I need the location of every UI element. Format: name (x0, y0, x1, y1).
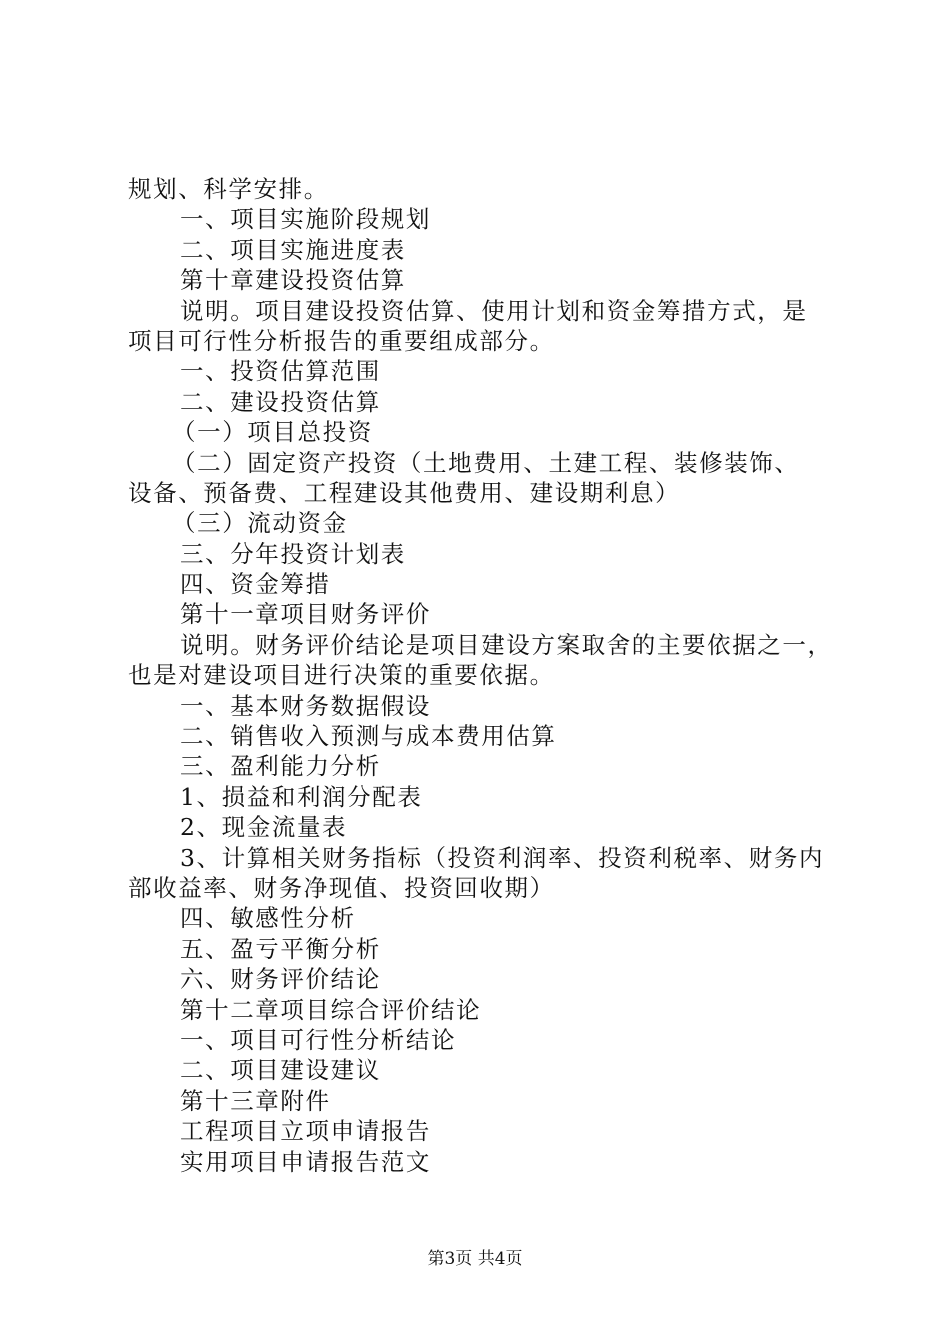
text-line: 五、盈亏平衡分析 (180, 934, 381, 963)
text-line: 说明。财务评价结论是项目建设方案取舍的主要依据之一， (180, 630, 833, 659)
text-line: 二、建设投资估算 (180, 387, 381, 416)
text-line: 一、项目实施阶段规划 (180, 205, 431, 234)
text-line: 第十二章项目综合评价结论 (180, 995, 482, 1024)
text-line: 工程项目立项申请报告 (180, 1117, 431, 1146)
text-line: 第十章建设投资估算 (180, 266, 406, 295)
text-line: 2、现金流量表 (180, 813, 348, 842)
text-line: 也是对建设项目进行决策的重要依据。 (128, 661, 555, 690)
text-line: 设备、预备费、工程建设其他费用、建设期利息） (128, 478, 681, 507)
text-line: 一、项目可行性分析结论 (180, 1025, 457, 1054)
text-line: 实用项目申请报告范文 (180, 1147, 431, 1176)
page-number-label: 第3页 共4页 (427, 1249, 523, 1269)
text-line: 1、损益和利润分配表 (180, 782, 423, 811)
text-line: 六、财务评价结论 (180, 965, 381, 994)
text-line: 部收益率、财务净现值、投资回收期） (128, 873, 555, 902)
text-line: 四、资金筹措 (180, 570, 331, 599)
text-line: 3、计算相关财务指标（投资利润率、投资利税率、财务内 (180, 843, 825, 872)
text-line: 二、项目实施进度表 (180, 235, 406, 264)
text-line: 一、基本财务数据假设 (180, 691, 431, 720)
text-line: 第十一章项目财务评价 (180, 600, 431, 629)
text-line: 第十三章附件 (180, 1086, 331, 1115)
text-line: 项目可行性分析报告的重要组成部分。 (128, 326, 555, 355)
text-line: 规划、科学安排。 (128, 175, 329, 203)
page-footer (0, 1244, 950, 1269)
document-body (128, 174, 838, 1177)
text-line: 四、敏感性分析 (180, 904, 356, 933)
text-line: 三、分年投资计划表 (180, 539, 406, 568)
text-line: （二）固定资产投资（土地费用、土建工程、装修装饰、 (172, 448, 800, 477)
text-line: 说明。项目建设投资估算、使用计划和资金筹措方式，是 (180, 296, 808, 325)
text-line: （一）项目总投资 (172, 418, 373, 447)
text-line: 一、投资估算范围 (180, 357, 381, 386)
text-line: 三、盈利能力分析 (180, 752, 381, 781)
text-line: 二、项目建设建议 (180, 1056, 381, 1085)
text-line: 二、销售收入预测与成本费用估算 (180, 722, 557, 751)
text-line: （三）流动资金 (172, 509, 348, 538)
